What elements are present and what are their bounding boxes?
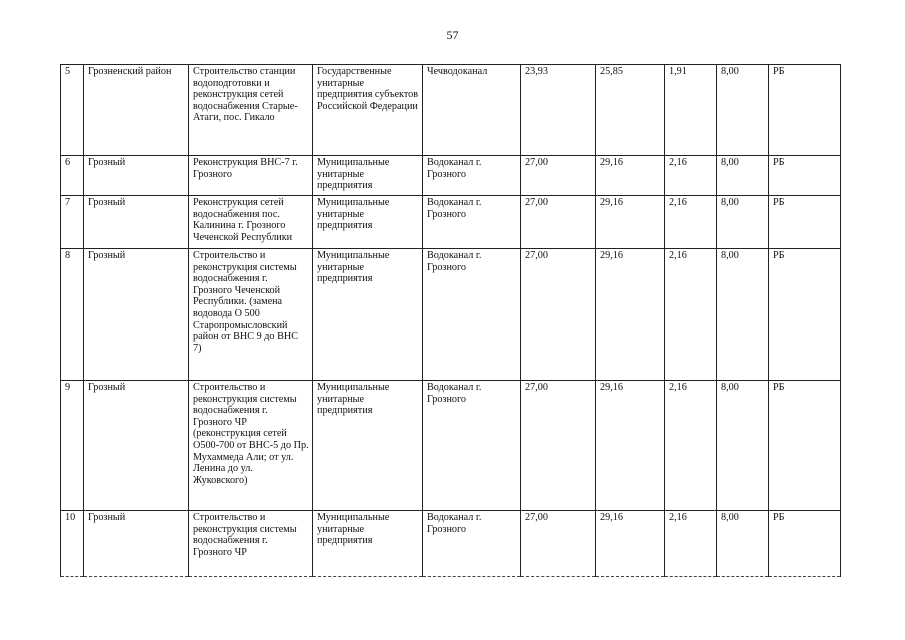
- project-cell: Строительство и реконструкция системы водоснабжения г. Грозного ЧР (реконструкция сетей О500-700 от ВНС-5 до Пр. Мухаммеда Али; от ул. Ленина до ул. Жуковского): [189, 381, 313, 511]
- row-number: 6: [61, 156, 84, 196]
- owner-type-cell: Муниципальные унитарные предприятия: [313, 511, 423, 577]
- operator-cell: Водоканал г. Грозного: [423, 511, 521, 577]
- value-cell-3: 2,16: [665, 381, 717, 511]
- operator-cell: Водоканал г. Грозного: [423, 381, 521, 511]
- value-cell-3: 2,16: [665, 249, 717, 381]
- table-row: [61, 65, 841, 156]
- budget-cell: РБ: [769, 156, 841, 196]
- table-row: [61, 156, 841, 196]
- page-number: 57: [446, 28, 459, 42]
- value-cell-4: 8,00: [717, 65, 769, 156]
- value-cell-1: 27,00: [521, 511, 596, 577]
- value-cell-2: 29,16: [596, 381, 665, 511]
- value-cell-2: 29,16: [596, 196, 665, 249]
- value-cell-2: 25,85: [596, 65, 665, 156]
- municipality-cell: Грозный: [84, 511, 189, 577]
- operator-cell: Водоканал г. Грозного: [423, 196, 521, 249]
- row-number: 9: [61, 381, 84, 511]
- value-cell-3: 1,91: [665, 65, 717, 156]
- row-number: 5: [61, 65, 84, 156]
- owner-type-cell: Муниципальные унитарные предприятия: [313, 381, 423, 511]
- row-number: 10: [61, 511, 84, 577]
- owner-type-cell: Муниципальные унитарные предприятия: [313, 249, 423, 381]
- municipality-cell: Грозный: [84, 196, 189, 249]
- budget-cell: РБ: [769, 65, 841, 156]
- table-row: [61, 511, 841, 577]
- value-cell-1: 23,93: [521, 65, 596, 156]
- project-cell: Строительство и реконструкция системы водоснабжения г. Грозного ЧР: [189, 511, 313, 577]
- owner-type-cell: Государственные унитарные предприятия субъектов Российской Федерации: [313, 65, 423, 156]
- value-cell-2: 29,16: [596, 156, 665, 196]
- table-row: [61, 196, 841, 249]
- row-number: 7: [61, 196, 84, 249]
- row-number: 8: [61, 249, 84, 381]
- value-cell-2: 29,16: [596, 511, 665, 577]
- municipality-cell: Грозный: [84, 381, 189, 511]
- table-body: [61, 65, 841, 577]
- table-row: [61, 381, 841, 511]
- budget-cell: РБ: [769, 196, 841, 249]
- budget-cell: РБ: [769, 511, 841, 577]
- value-cell-3: 2,16: [665, 511, 717, 577]
- project-cell: Строительство и реконструкция системы водоснабжения г. Грозного Чеченской Республики. (замена водовода О 500 Старопромысловский район от ВНС 9 до ВНС 7): [189, 249, 313, 381]
- value-cell-1: 27,00: [521, 156, 596, 196]
- value-cell-1: 27,00: [521, 196, 596, 249]
- operator-cell: Водоканал г. Грозного: [423, 249, 521, 381]
- value-cell-1: 27,00: [521, 381, 596, 511]
- operator-cell: Водоканал г. Грозного: [423, 156, 521, 196]
- project-cell: Строительство станции водоподготовки и реконструкция сетей водоснабжения Старые-Атаги, пос. Гикало: [189, 65, 313, 156]
- owner-type-cell: Муниципальные унитарные предприятия: [313, 156, 423, 196]
- value-cell-4: 8,00: [717, 156, 769, 196]
- value-cell-4: 8,00: [717, 511, 769, 577]
- value-cell-3: 2,16: [665, 196, 717, 249]
- municipality-cell: Грозненский район: [84, 65, 189, 156]
- project-cell: Реконструкция сетей водоснабжения пос. Калинина г. Грозного Чеченской Республики: [189, 196, 313, 249]
- operator-cell: Чечводоканал: [423, 65, 521, 156]
- project-cell: Реконструкция ВНС-7 г. Грозного: [189, 156, 313, 196]
- investment-table: [60, 64, 841, 577]
- value-cell-4: 8,00: [717, 381, 769, 511]
- value-cell-4: 8,00: [717, 196, 769, 249]
- value-cell-1: 27,00: [521, 249, 596, 381]
- municipality-cell: Грозный: [84, 249, 189, 381]
- table-row: [61, 249, 841, 381]
- budget-cell: РБ: [769, 381, 841, 511]
- value-cell-3: 2,16: [665, 156, 717, 196]
- value-cell-4: 8,00: [717, 249, 769, 381]
- owner-type-cell: Муниципальные унитарные предприятия: [313, 196, 423, 249]
- budget-cell: РБ: [769, 249, 841, 381]
- value-cell-2: 29,16: [596, 249, 665, 381]
- municipality-cell: Грозный: [84, 156, 189, 196]
